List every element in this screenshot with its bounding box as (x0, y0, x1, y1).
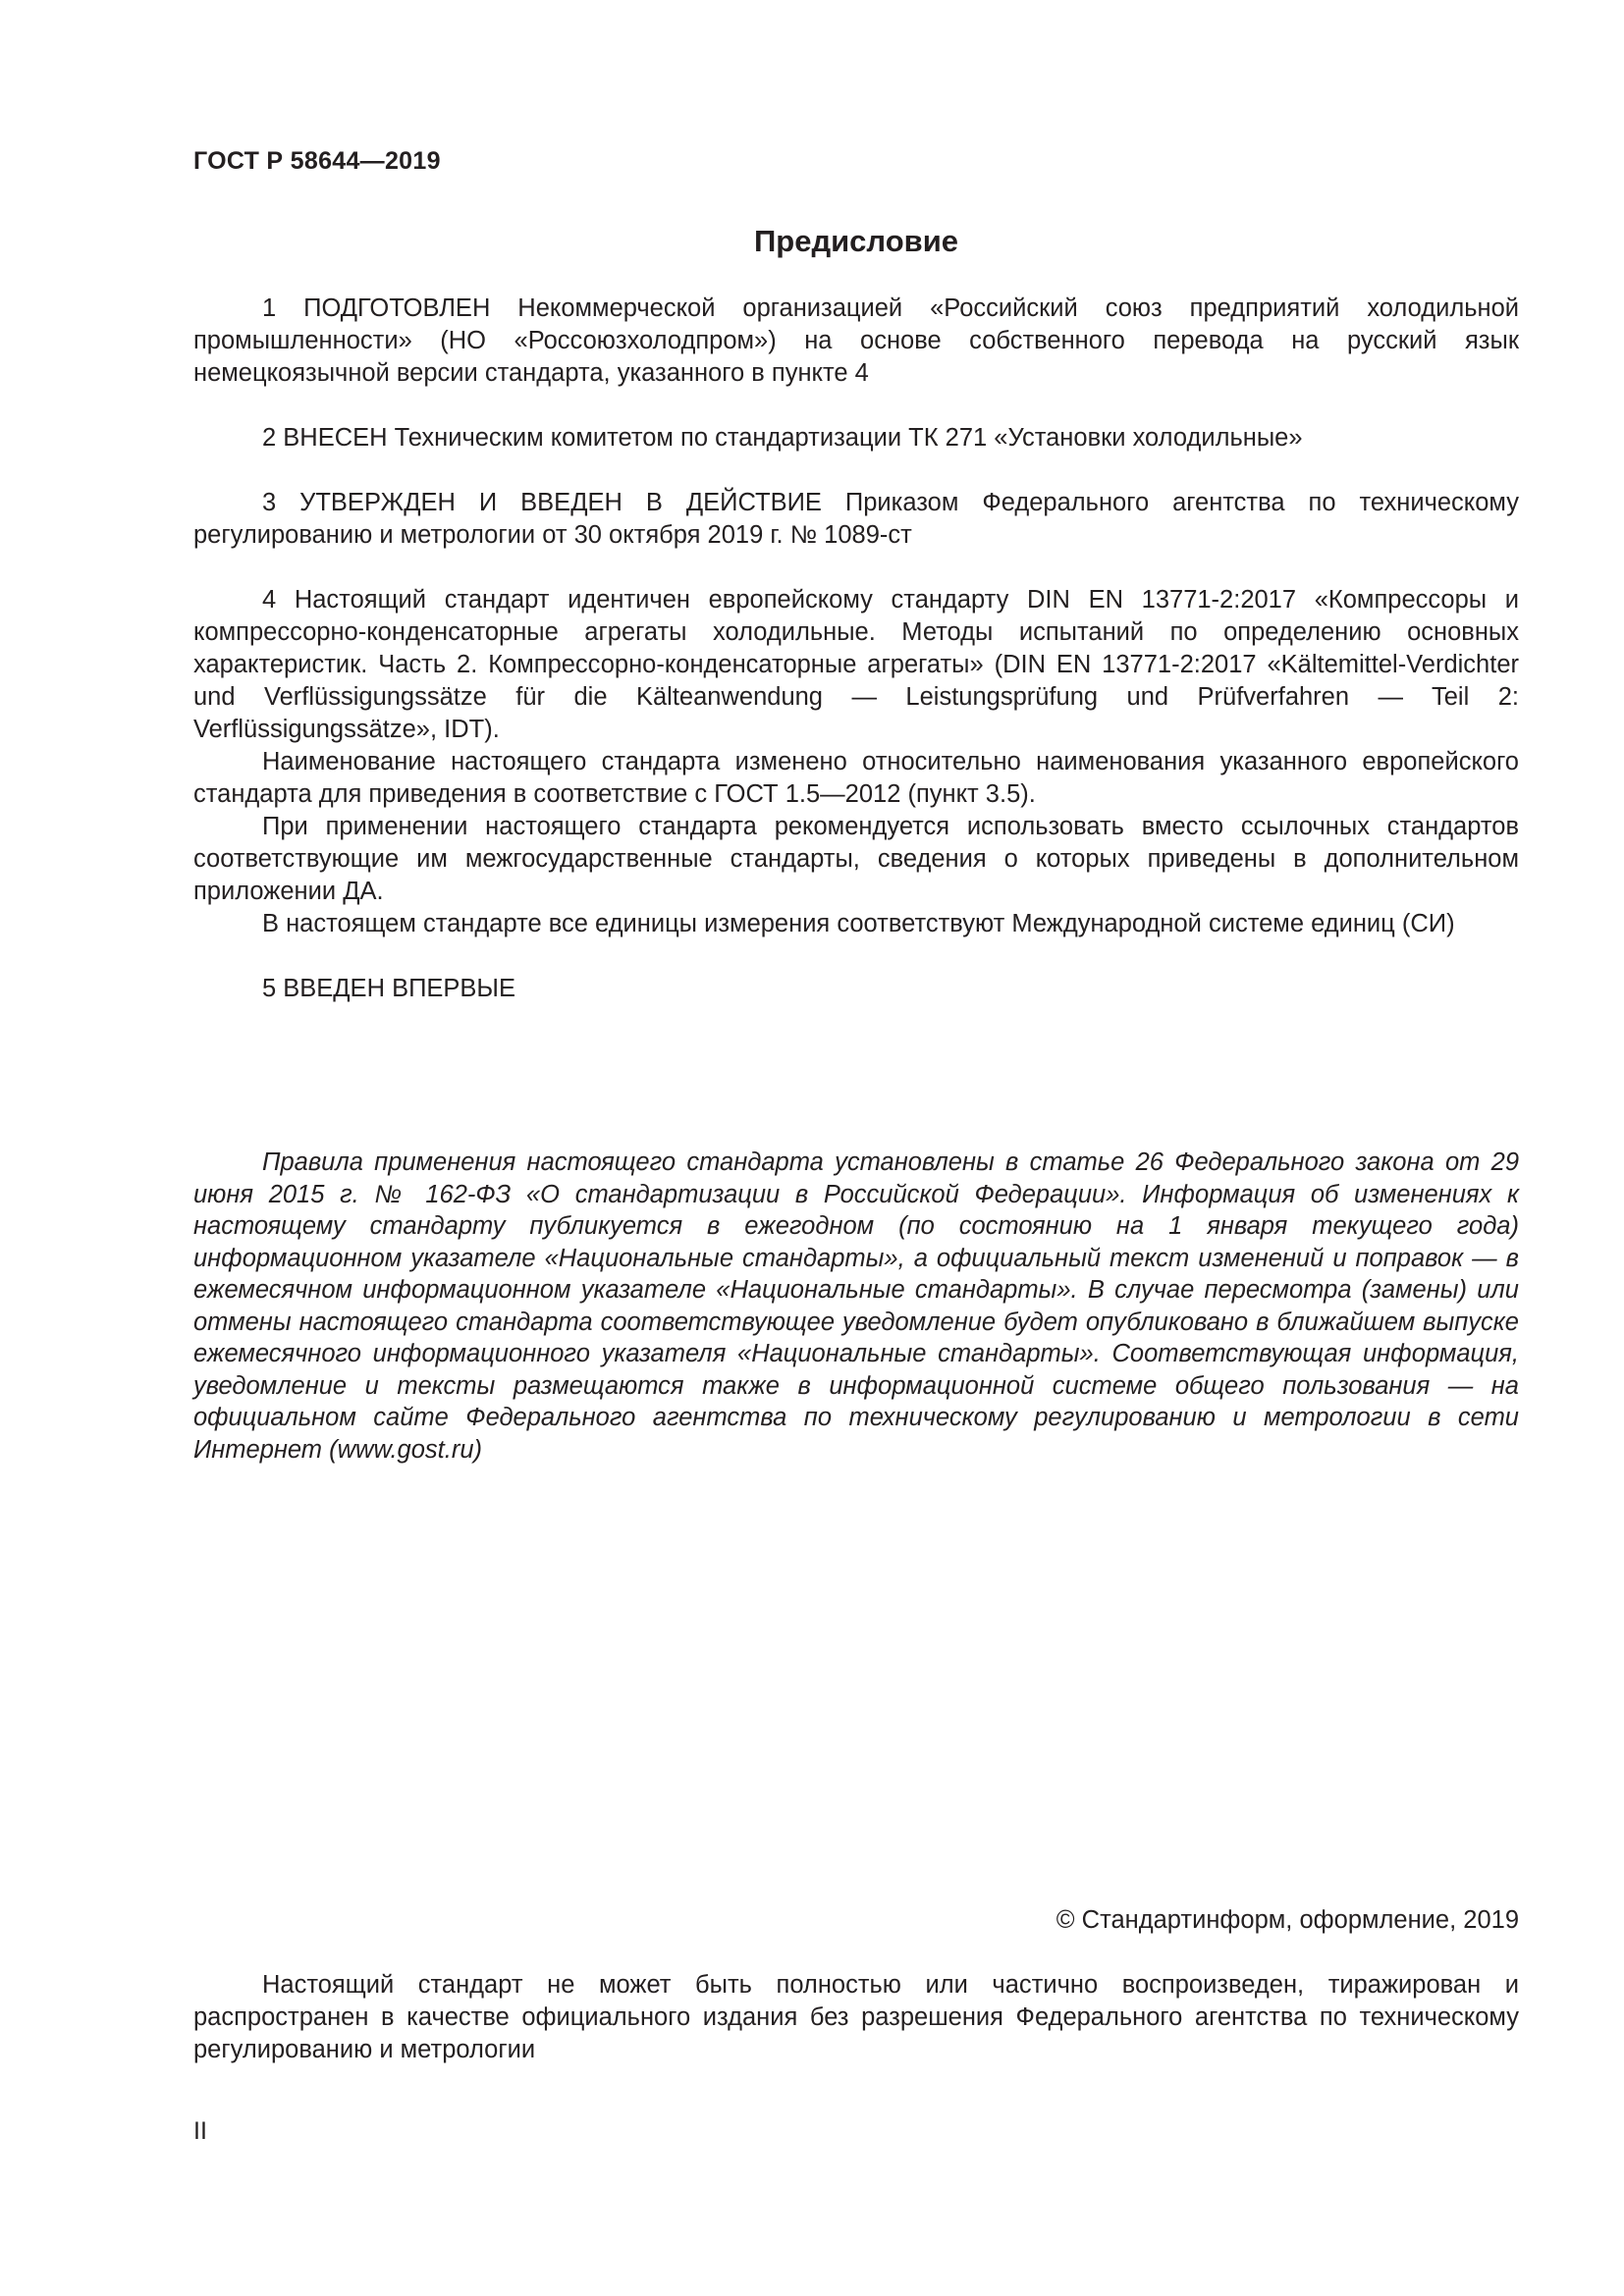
page-number: II (193, 2117, 207, 2145)
preface-item-1: 1 ПОДГОТОВЛЕН Некоммерческой организацией «Российский союз предприятий холодильной промышленности» (НО «Россоюзхолодпром») на основе собственного перевода на русский язык немецкоязычной версии стандарта, указанного в пункте 4 (193, 294, 1519, 387)
preface-item-4-paragraph-4: В настоящем стандарте все единицы измерения соответствуют Международной системе единиц (СИ) (262, 910, 1455, 937)
copyright-line: © Стандартинформ, оформление, 2019 (1056, 1906, 1519, 1934)
preface-item-5: 5 ВВЕДЕН ВПЕРВЫЕ (262, 975, 516, 1002)
document-code: ГОСТ Р 58644—2019 (193, 147, 441, 175)
reproduction-notice-text: Настоящий стандарт не может быть полностью или частично воспроизведен, тиражирован и распространен в качестве официального издания без разрешения Федерального агентства по техническому регулированию и метрологии (193, 1971, 1519, 2063)
reproduction-notice (193, 1969, 1519, 2066)
preface-item-4: 4 Настоящий стандарт идентичен европейскому стандарту DIN EN 13771-2:2017 «Компрессоры и компрессорно-конденсаторные агрегаты холодильные. Методы испытаний по определению основных характеристик. Часть 2. Компрессорно-конденсаторные агрегаты» (DIN EN 13771-2:2017 «Kältemittel-Verdichter und Verflüssigungssätze für die Kälteanwendung — Leistungsprüfung und Prüfverfahren — Teil 2: Verflüssigungssätze», IDT). (193, 586, 1519, 743)
preface-item-2: 2 ВНЕСЕН Техническим комитетом по стандартизации ТК 271 «Установки холодильные» (262, 424, 1303, 452)
page-title: Предисловие (753, 224, 958, 258)
preface-item-4-paragraph-3: При применении настоящего стандарта рекомендуется использовать вместо ссылочных стандартов соответствующие им межгосударственные стандарты, сведения о которых приведены в дополнительном приложении ДА. (193, 813, 1519, 905)
preface-item-4-paragraph-2: Наименование настоящего стандарта изменено относительно наименования указанного европейского стандарта для приведения в соответствие с ГОСТ 1.5—2012 (пункт 3.5). (193, 748, 1519, 808)
preface-body (193, 293, 1519, 1005)
preface-item-3: 3 УТВЕРЖДЕН И ВВЕДЕН В ДЕЙСТВИЕ Приказом Федерального агентства по техническому регулированию и метрологии от 30 октября 2019 г. № 1089-ст (193, 489, 1519, 549)
rules-notice (193, 1147, 1519, 1466)
rules-notice-text: Правила применения настоящего стандарта установлены в статье 26 Федерального закона от 29 июня 2015 г. № 162-ФЗ «О стандартизации в Российской Федерации». Информация об изменениях к настоящему стандарту публикуется в ежегодном (по состоянию на 1 января текущего года) информационном указателе «Национальные стандарты», а официальный текст изменений и поправок — в ежемесячном информационном указателе «Национальные стандарты». В случае пересмотра (замены) или отмены настоящего стандарта соответствующее уведомление будет опубликовано в ближайшем выпуске ежемесячного информационного указателя «Национальные стандарты». Соответствующая информация, уведомление и тексты размещаются также в информационной системе общего пользования — на официальном сайте Федерального агентства по техническому регулированию и метрологии в сети Интернет (www.gost.ru) (193, 1148, 1519, 1464)
